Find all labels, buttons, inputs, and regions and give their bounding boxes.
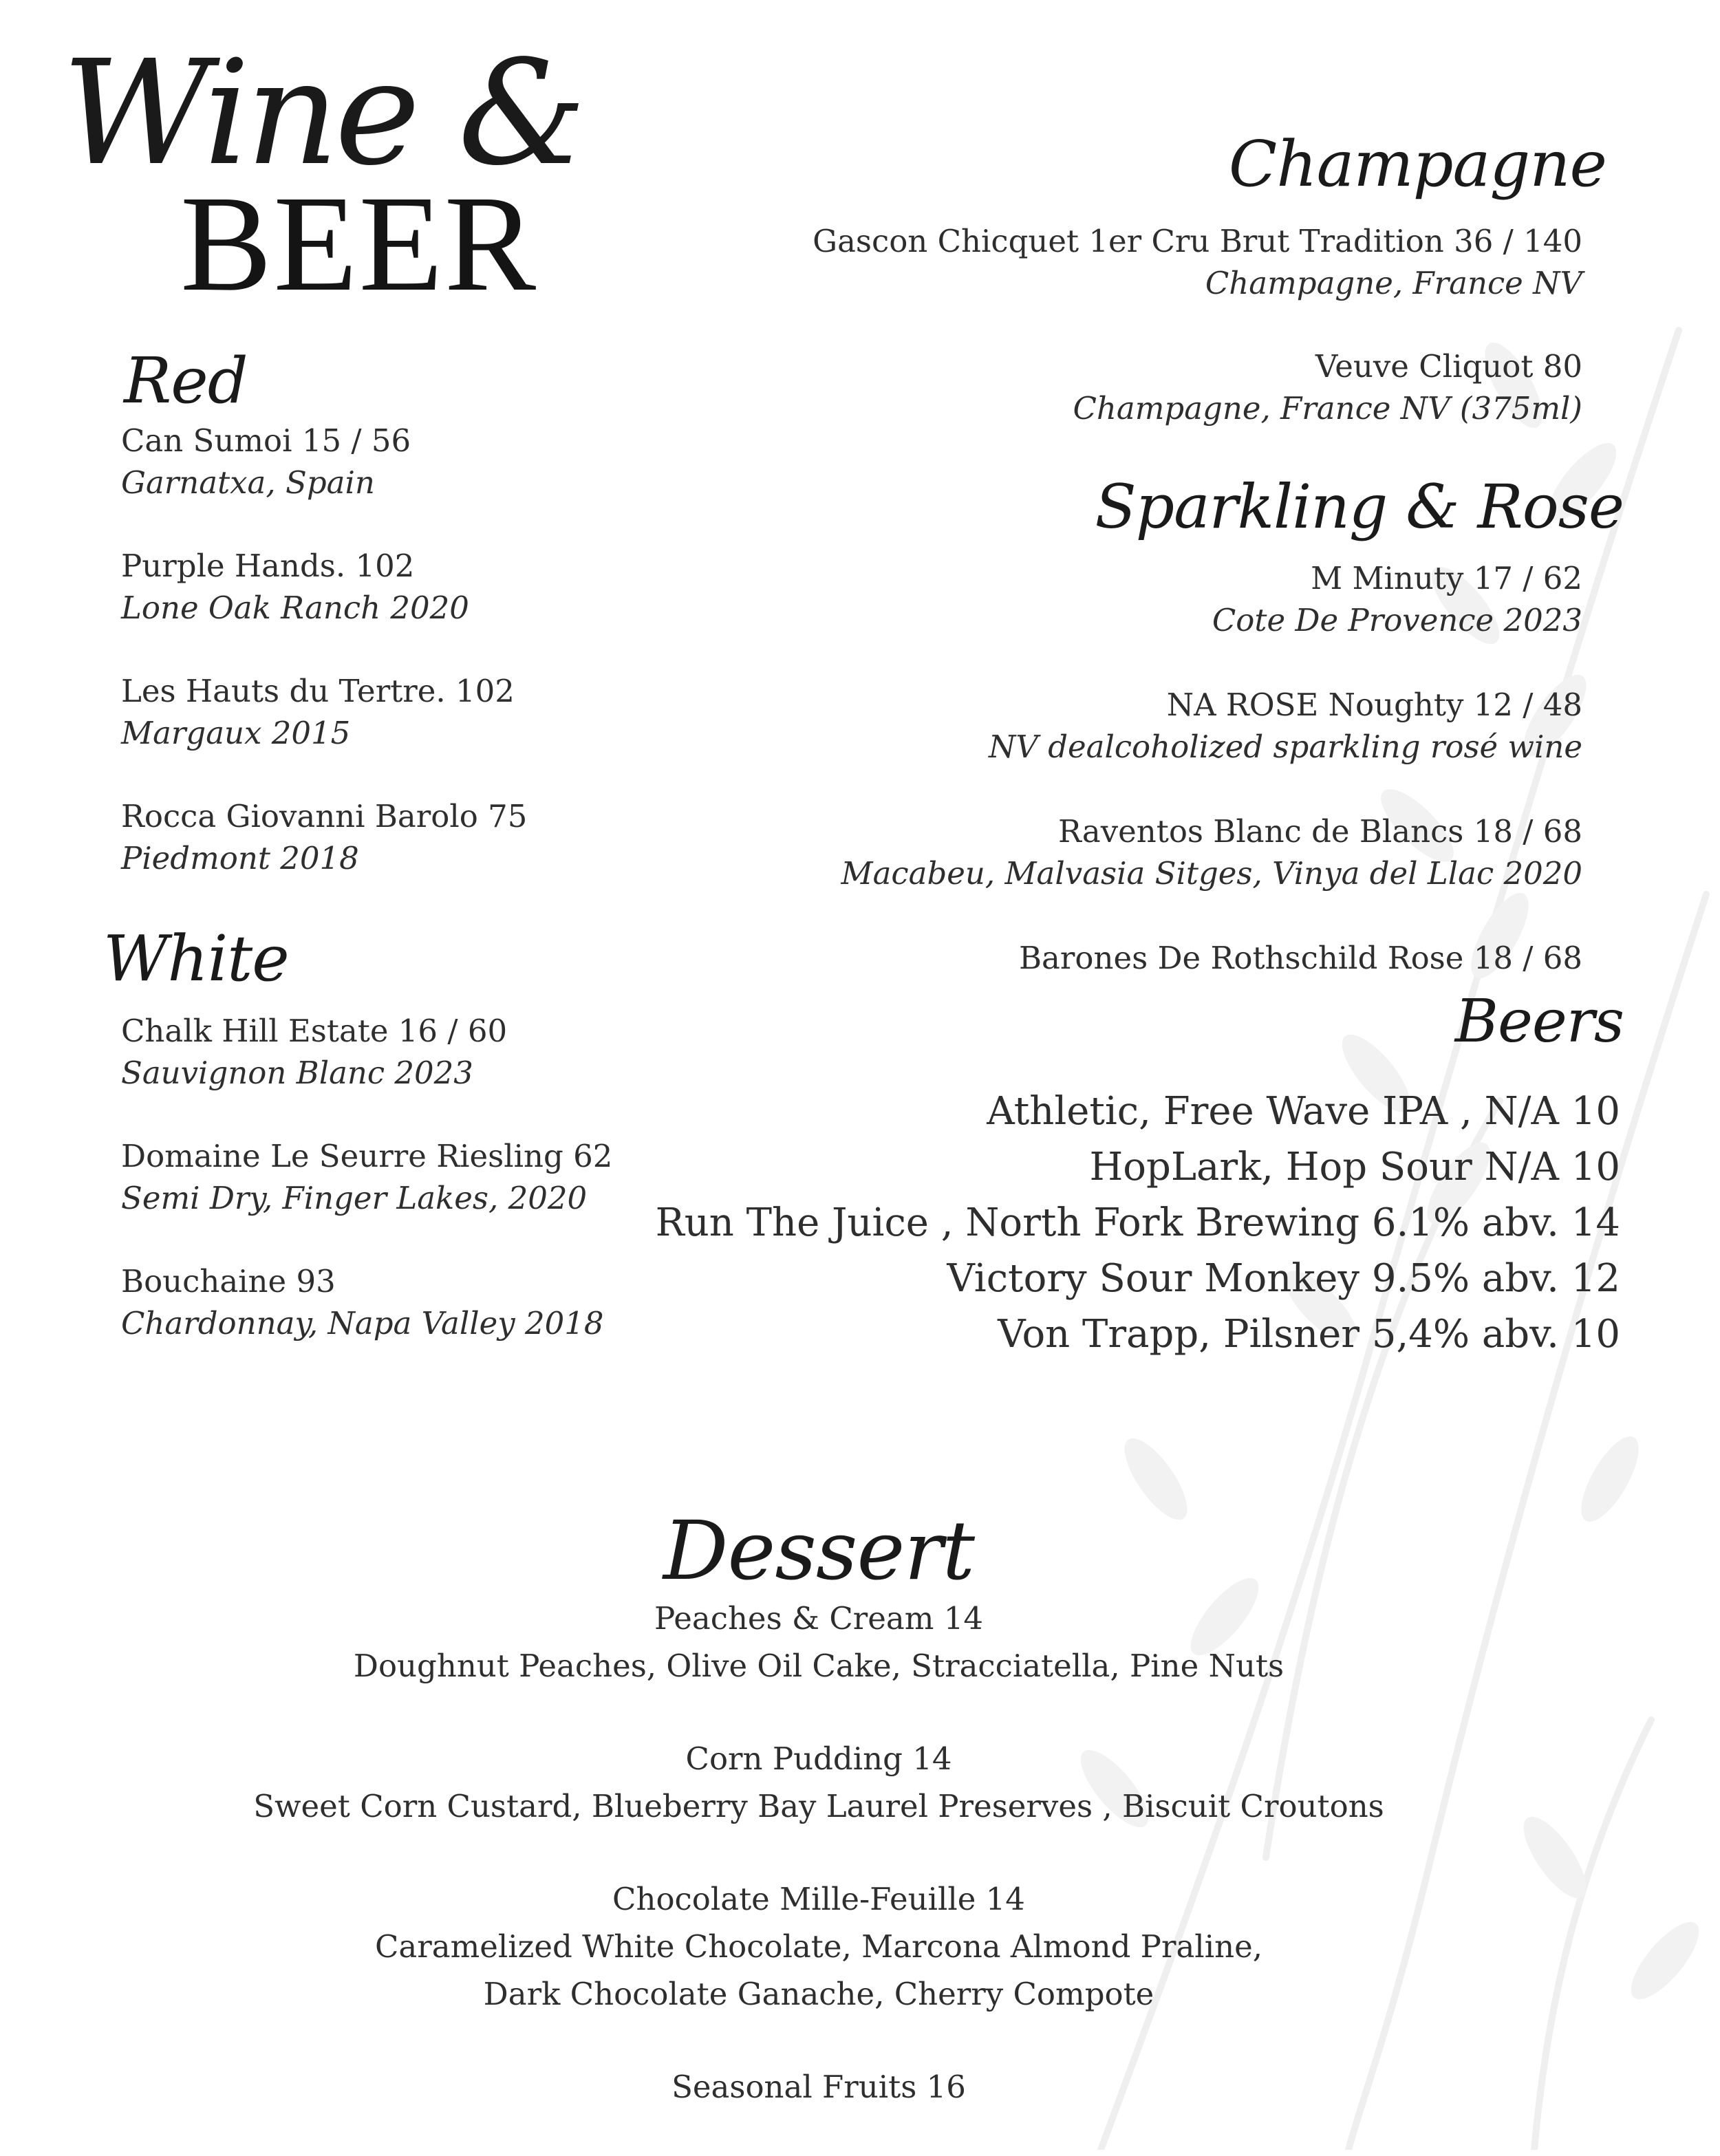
dessert-description: Doughnut Peaches, Olive Oil Cake, Stracciatella, Pine Nuts	[353, 1648, 1284, 1684]
title-wine: Wine &	[62, 29, 583, 197]
list-item	[813, 220, 1582, 304]
item-name: Bouchaine 93	[121, 1263, 336, 1300]
sparkling-rose-list	[841, 557, 1582, 1022]
list-item	[121, 420, 527, 504]
list-item	[813, 345, 1582, 429]
beer-list	[656, 1084, 1620, 1362]
champagne-list	[813, 220, 1582, 471]
item-name: Veuve Cliquot 80	[1315, 348, 1582, 385]
list-item	[0, 1735, 1637, 1830]
dessert-description: Caramelized White Chocolate, Marcona Almond Praline,	[374, 1928, 1262, 1965]
item-name: Raventos Blanc de Blancs 18 / 68	[1057, 813, 1582, 850]
section-heading-white: White	[103, 922, 289, 995]
item-subtitle: Cote De Provence 2023	[1212, 602, 1582, 638]
dessert-description: Dark Chocolate Ganache, Cherry Compote	[483, 1976, 1154, 2012]
list-item: Victory Sour Monkey 9.5% abv. 12	[947, 1256, 1620, 1301]
item-subtitle: Garnatxa, Spain	[121, 464, 375, 501]
item-name: Gascon Chicquet 1er Cru Brut Tradition 36 / 140	[813, 223, 1582, 259]
item-subtitle: NV dealcoholized sparkling rosé wine	[989, 729, 1582, 765]
list-item: HopLark, Hop Sour N/A 10	[1089, 1145, 1620, 1189]
dessert-name: Corn Pudding 14	[685, 1740, 952, 1777]
item-subtitle: Lone Oak Ranch 2020	[121, 590, 469, 626]
list-item	[0, 1875, 1637, 2018]
list-item	[841, 557, 1582, 641]
list-item: Run The Juice , North Fork Brewing 6.1% abv. 14	[655, 1200, 1620, 1245]
item-subtitle: Margaux 2015	[121, 715, 351, 751]
item-name: NA ROSE Noughty 12 / 48	[1166, 687, 1582, 723]
list-item: Athletic, Free Wave IPA , N/A 10	[987, 1089, 1620, 1134]
list-item	[121, 1260, 612, 1344]
list-item: Von Trapp, Pilsner 5,4% abv. 10	[998, 1312, 1620, 1357]
list-item	[121, 795, 527, 879]
item-name: Domaine Le Seurre Riesling 62	[121, 1138, 613, 1174]
section-heading-red: Red	[124, 344, 248, 418]
dessert-description: Sweet Corn Custard, Blueberry Bay Laurel Preserves , Biscuit Croutons	[253, 1788, 1384, 1824]
list-item	[121, 670, 527, 754]
dessert-list	[0, 1595, 1637, 2156]
item-subtitle: Semi Dry, Finger Lakes, 2020	[121, 1180, 588, 1216]
item-subtitle: Champagne, France NV	[1205, 265, 1582, 301]
dessert-name: Peaches & Cream 14	[654, 1600, 983, 1637]
section-heading-champagne: Champagne	[1228, 127, 1606, 201]
section-heading-dessert: Dessert	[663, 1503, 975, 1598]
list-item	[841, 810, 1582, 894]
item-name: Chalk Hill Estate 16 / 60	[121, 1013, 508, 1049]
section-heading-beers: Beers	[1454, 987, 1624, 1056]
list-item	[121, 545, 527, 629]
item-name: Barones De Rothschild Rose 18 / 68	[1018, 940, 1582, 976]
list-item	[0, 1595, 1637, 1690]
item-subtitle: Champagne, France NV (375ml)	[1073, 390, 1582, 427]
item-subtitle: Sauvignon Blanc 2023	[121, 1055, 473, 1091]
title-beer: BEER	[180, 168, 538, 320]
dessert-name: Chocolate Mille-Feuille 14	[612, 1881, 1025, 1917]
white-wine-list	[121, 1010, 612, 1386]
dessert-name: Seasonal Fruits 16	[671, 2069, 966, 2105]
list-item	[841, 684, 1582, 768]
item-name: Les Hauts du Tertre. 102	[121, 673, 515, 709]
item-name: Purple Hands. 102	[121, 548, 415, 584]
item-subtitle: Macabeu, Malvasia Sitges, Vinya del Llac 2020	[841, 855, 1582, 892]
item-name: Can Sumoi 15 / 56	[121, 422, 411, 459]
item-name: M Minuty 17 / 62	[1311, 560, 1582, 596]
item-subtitle: Piedmont 2018	[121, 840, 359, 876]
list-item	[841, 937, 1582, 980]
item-subtitle: Chardonnay, Napa Valley 2018	[121, 1305, 604, 1341]
item-name: Rocca Giovanni Barolo 75	[121, 798, 528, 834]
red-wine-list	[121, 420, 527, 920]
section-heading-sparkling-rose: Sparkling & Rose	[1095, 471, 1624, 542]
list-item	[0, 2063, 1637, 2111]
list-item	[121, 1135, 612, 1219]
list-item	[121, 1010, 612, 1094]
